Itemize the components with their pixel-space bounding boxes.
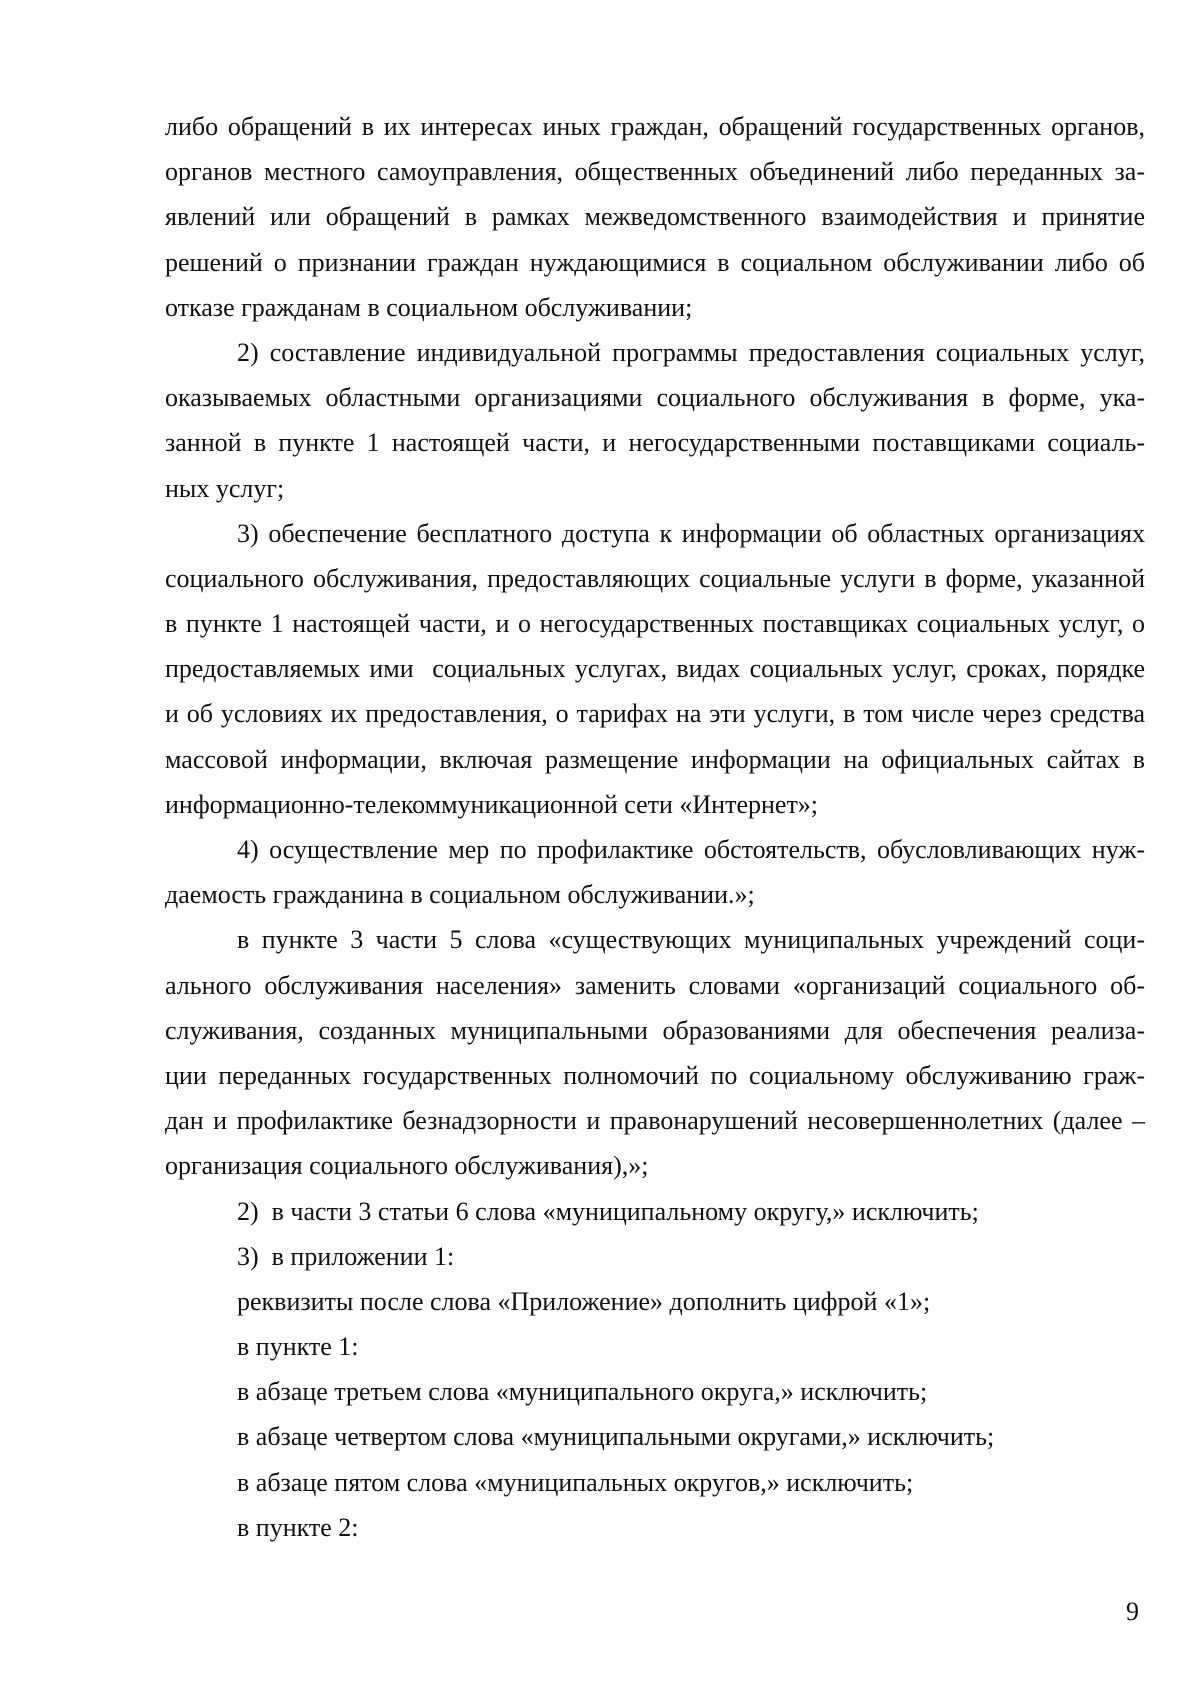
text-line: ных услуг; bbox=[165, 473, 285, 503]
text-line: в пункте 1 настоящей части, и о негосударственных поставщиках социальных услуг, о bbox=[165, 609, 1145, 639]
text-line: занной в пункте 1 настоящей части, и негосударственными поставщиками социаль- bbox=[165, 428, 1145, 458]
text-line: в пункте 3 части 5 слова «существующих муниципальных учреждений соци- bbox=[237, 925, 1145, 955]
text-line: органов местного самоуправления, общественных объединений либо переданных за- bbox=[165, 157, 1145, 187]
text-line: явлений или обращений в рамках межведомственного взаимодействия и принятие bbox=[165, 202, 1145, 232]
text-line: в абзаце четвертом слова «муниципальными округами,» исключить; bbox=[237, 1422, 995, 1452]
text-line: оказываемых областными организациями социального обслуживания в форме, ука- bbox=[165, 383, 1145, 413]
text-line: предоставляемых ими социальных услугах, видах социальных услуг, сроках, порядке bbox=[165, 654, 1145, 684]
text-line: 3) обеспечение бесплатного доступа к информации об областных организациях bbox=[237, 518, 1145, 548]
text-line: отказе гражданам в социальном обслуживании; bbox=[165, 292, 693, 322]
text-line: решений о признании граждан нуждающимися в социальном обслуживании либо об bbox=[165, 247, 1145, 277]
text-line: 3) в приложении 1: bbox=[237, 1241, 455, 1271]
text-line: в пункте 1: bbox=[237, 1332, 359, 1362]
text-line: в пункте 2: bbox=[237, 1512, 359, 1542]
page-number: 9 bbox=[1126, 1597, 1139, 1626]
text-line: в абзаце пятом слова «муниципальных округов,» исключить; bbox=[237, 1467, 914, 1497]
text-line: и об условиях их предоставления, о тарифах на эти услуги, в том числе через средства bbox=[165, 699, 1145, 729]
text-line: социального обслуживания, предоставляющих социальные услуги в форме, указанной bbox=[165, 563, 1145, 593]
text-line: либо обращений в их интересах иных граждан, обращений государственных органов, bbox=[165, 112, 1145, 141]
text-line: 2) составление индивидуальной программы предоставления социальных услуг, bbox=[237, 337, 1145, 367]
text-line: служивания, созданных муниципальными образованиями для обеспечения реализа- bbox=[165, 1015, 1145, 1045]
text-line: дан и профилактике безнадзорности и правонарушений несовершеннолетних (далее – bbox=[165, 1106, 1145, 1136]
text-line: ции переданных государственных полномочий по социальному обслуживанию граж- bbox=[165, 1060, 1145, 1090]
text-line: даемость гражданина в социальном обслуживании.»; bbox=[165, 880, 755, 910]
text-line: организация социального обслуживания),»; bbox=[165, 1151, 649, 1181]
text-line: реквизиты после слова «Приложение» дополнить цифрой «1»; bbox=[237, 1286, 931, 1316]
text-line: ального обслуживания населения» заменить словами «организаций социального об- bbox=[165, 970, 1145, 1000]
text-line: в абзаце третьем слова «муниципального округа,» исключить; bbox=[237, 1377, 928, 1407]
text-line: массовой информации, включая размещение информации на официальных сайтах в bbox=[165, 744, 1145, 774]
text-line: 4) осуществление мер по профилактике обстоятельств, обусловливающих нуж- bbox=[237, 835, 1145, 864]
text-line: 2) в части 3 статьи 6 слова «муниципальному округу,» исключить; bbox=[237, 1196, 979, 1226]
text-line: информационно-телекоммуникационной сети «Интернет»; bbox=[165, 789, 819, 819]
document-body bbox=[165, 104, 1145, 1550]
